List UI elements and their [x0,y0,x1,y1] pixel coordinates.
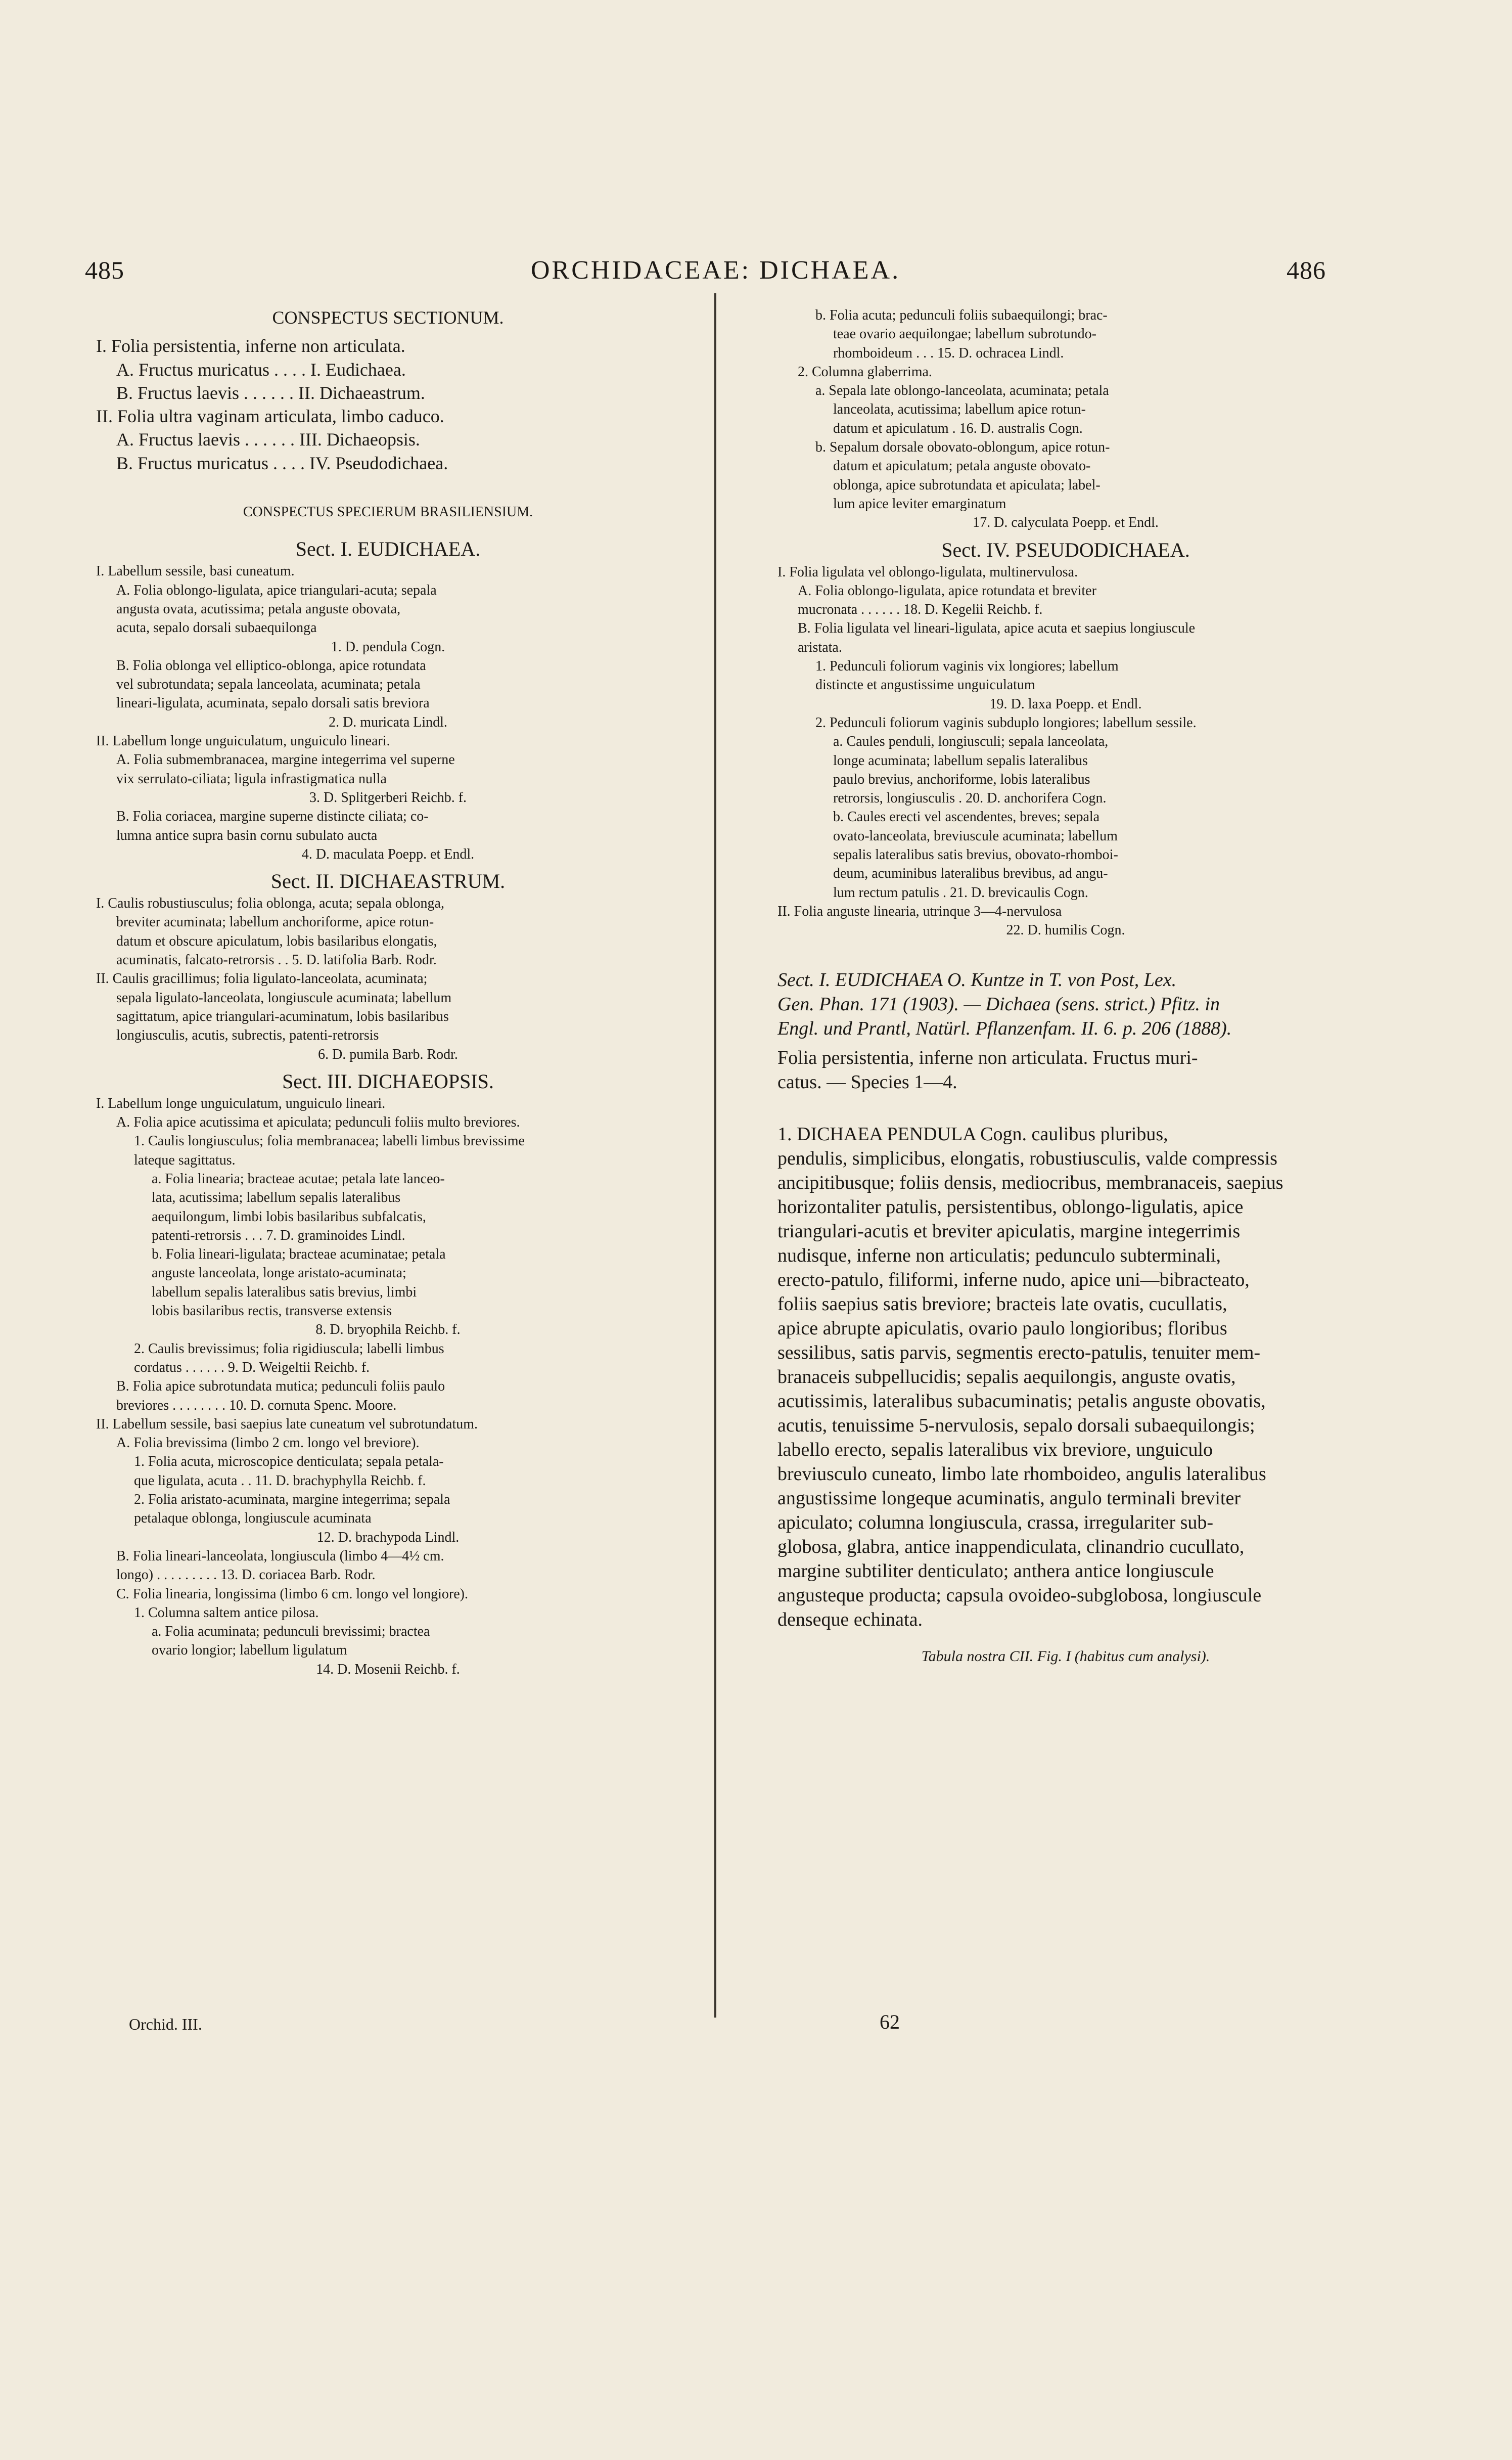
species-name: 19. D. laxa Poepp. et Endl. [989,696,1142,712]
sect2-heading: Sect. II. DICHAEASTRUM. [270,870,506,893]
species-description-line: branaceis subpellucidis; sepalis aequilongis, anguste ovatis, [777,1366,1236,1388]
key-line: b. Folia acuta; pedunculi foliis subaequilongi; brac- [815,307,1108,323]
page-number-left: 485 [85,256,124,284]
species-description-line: angusteque producta; capsula ovoideo-subglobosa, longiuscule [777,1584,1262,1606]
key-line: lanceolata, acutissima; labellum apice rotun- [833,401,1086,418]
key-line: I. Labellum sessile, basi cuneatum. [96,563,295,579]
key-line: A. Folia oblongo-ligulata, apice rotundata et breviter [798,583,1096,599]
key-line: II. Labellum longe unguiculatum, unguiculo lineari. [96,733,390,749]
key-line: b. Sepalum dorsale obovato-oblongum, apice rotun- [815,439,1110,456]
sectionum-line: B. Fructus muricatus . . . . IV. Pseudodichaea. [116,453,448,473]
sectionum-line: II. Folia ultra vaginam articulata, limbo caduco. [96,406,444,427]
species-description-line: margine subtiliter denticulato; anthera antice longiuscule [777,1560,1214,1582]
key-line: aristata. [798,639,842,655]
species-description-line: angustissime longeque acuminatis, angulo terminali breviter [777,1487,1241,1509]
key-line: distincte et angustissime unguiculatum [815,677,1035,693]
key-line: sagittatum, apice triangulari-acuminatum, lobis basilaribus [116,1008,449,1024]
key-line: A. Folia brevissima (limbo 2 cm. longo vel breviore). [116,1435,420,1451]
species-description-line: horizontaliter patulis, persistentibus, oblongo-ligulatis, apice [777,1196,1244,1218]
key-line: sepalis lateralibus satis brevius, obovato-rhomboi- [833,847,1118,863]
key-line: mucronata . . . . . . 18. D. Kegelii Reichb. f. [798,602,1043,618]
species-description-line: triangulari-acutis et breviter apiculatis, margine integerrimis [777,1220,1241,1242]
species-description-line: labello erecto, sepalis lateralibus vix breviore, unguiculo [777,1439,1213,1460]
key-line: paulo brevius, anchoriforme, lobis lateralibus [833,771,1090,787]
species-name: 12. D. brachypoda Lindl. [316,1529,460,1545]
column-divider [714,293,716,2018]
key-line: 1. Columna saltem antice pilosa. [134,1604,319,1621]
key-line: II. Caulis gracillimus; folia ligulato-lanceolata, acuminata; [96,971,428,987]
key-line: I. Caulis robustiusculus; folia oblonga, acuta; sepala oblonga, [96,896,444,912]
key-line: vel subrotundata; sepala lanceolata, acuminata; petala [116,677,421,693]
species-description-line: sessilibus, satis parvis, segmentis erecto-patulis, tenuiter mem- [777,1341,1261,1363]
sectionum-line: B. Fructus laevis . . . . . . II. Dichaeastrum. [116,382,425,403]
key-line: I. Folia ligulata vel oblongo-ligulata, multinervulosa. [777,564,1078,580]
species-description-line: globosa, glabra, antice inappendiculata, clinandrio cucullato, [777,1536,1245,1557]
key-line: rhomboideum . . . 15. D. ochracea Lindl. [833,345,1064,361]
conspectus-specierum-title: CONSPECTUS SPECIERUM BRASILIENSIUM. [243,504,533,520]
species-description-line: erecto-patulo, filiformi, inferne nudo, apice uni—bibracteato, [777,1269,1250,1290]
sect3-heading: Sect. III. DICHAEOPSIS. [282,1069,494,1093]
right-column [777,306,1354,1666]
key-line: b. Folia lineari-ligulata; bracteae acuminatae; petala [152,1246,446,1263]
key-line: breviores . . . . . . . . 10. D. cornuta Spenc. Moore. [116,1397,397,1413]
key-line: acuminatis, falcato-retrorsis . . 5. D. latifolia Barb. Rodr. [116,952,437,968]
species-description-line: acutissimis, lateralibus subacuminatis; petalis anguste obovatis, [777,1390,1266,1412]
species-description-line: 1. DICHAEA PENDULA Cogn. caulibus pluribus, [777,1123,1168,1145]
key-line: datum et apiculatum . 16. D. australis Cogn. [833,420,1083,436]
key-line: 1. Caulis longiusculus; folia membranacea; labelli limbus brevissime [134,1133,525,1149]
key-line: lumna antice supra basin cornu subulato aucta [116,827,378,843]
key-line: longiusculis, acutis, subrectis, patenti-retrorsis [116,1027,379,1044]
key-line: B. Folia apice subrotundata mutica; pedunculi foliis paulo [116,1378,445,1395]
key-line: aequilongum, limbi lobis basilaribus subfalcatis, [152,1209,426,1225]
species-name: 6. D. pumila Barb. Rodr. [318,1046,458,1062]
key-line: I. Labellum longe unguiculatum, unguiculo lineari. [96,1095,386,1111]
key-line: a. Folia acuminata; pedunculi brevissimi; bractea [152,1624,430,1640]
key-line: deum, acuminibus lateralibus brevibus, ad angu- [833,866,1108,882]
species-description-line: foliis saepius satis breviore; bracteis late ovatis, cucullatis, [777,1293,1227,1315]
sect4-heading: Sect. IV. PSEUDODICHAEA. [941,538,1190,561]
species-name: 2. D. muricata Lindl. [329,714,447,730]
key-line: lateque sagittatus. [134,1152,236,1168]
key-line: 1. Pedunculi foliorum vaginis vix longiores; labellum [815,658,1119,675]
section-description: catus. — Species 1—4. [777,1071,957,1093]
section-description: Folia persistentia, inferne non articulata. Fructus muri- [777,1047,1198,1068]
species-description-line: ancipitibusque; foliis densis, mediocribus, membranaceis, saepius [777,1172,1284,1193]
species-name: 3. D. Splitgerberi Reichb. f. [309,789,467,806]
species-name: 8. D. bryophila Reichb. f. [315,1322,461,1338]
key-line: breviter acuminata; labellum anchoriforme, apice rotun- [116,914,434,930]
species-description-line: denseque echinata. [777,1608,923,1630]
key-line: B. Folia coriacea, margine superne distincte ciliata; co- [116,809,429,825]
key-line: datum et obscure apiculatum, lobis basilaribus elongatis, [116,933,437,949]
species-description-line: nudisque, inferne non articulatis; pedunculo subterminali, [777,1244,1221,1266]
species-description-line: apiculato; columna longiuscula, crassa, irregulariter sub- [777,1511,1214,1533]
species-name: 4. D. maculata Poepp. et Endl. [301,846,475,862]
species-name: 17. D. calyculata Poepp. et Endl. [973,515,1159,531]
running-title: ORCHIDACEAE: DICHAEA. [531,256,901,285]
species-description-line: acutis, tenuissime 5-nervulosis, sepalo dorsali subaequilongis; [777,1414,1255,1436]
key-line: II. Folia anguste linearia, utrinque 3—4-nervulosa [777,903,1062,919]
key-line: retrorsis, longiusculis . 20. D. anchorifera Cogn. [833,790,1107,807]
key-line: 2. Folia aristato-acuminata, margine integerrima; sepala [134,1492,450,1508]
key-line: acuta, sepalo dorsali subaequilonga [116,620,317,636]
conspectus-sectionum-title: CONSPECTUS SECTIONUM. [272,307,504,328]
species-description-line: apice abrupte apiculatis, ovario paulo longioribus; floribus [777,1317,1227,1339]
species-name: 22. D. humilis Cogn. [1006,922,1125,938]
key-line: a. Sepala late oblongo-lanceolata, acuminata; petala [815,383,1109,399]
key-line: teae ovario aequilongae; labellum subrotundo- [833,326,1096,342]
key-line: petalaque oblonga, longiuscule acuminata [134,1510,372,1527]
key-line: sepala ligulato-lanceolata, longiuscule acuminata; labellum [116,990,452,1006]
key-line: B. Folia ligulata vel lineari-ligulata, apice acuta et saepius longiuscule [798,620,1196,637]
sectionum-line: I. Folia persistentia, inferne non articulata. [96,336,405,356]
key-line: A. Folia submembranacea, margine integerrima vel superne [116,752,455,768]
key-line: A. Folia apice acutissima et apiculata; pedunculi foliis multo breviores. [116,1114,520,1131]
key-line: B. Folia lineari-lanceolata, longiuscula (limbo 4—4½ cm. [116,1548,444,1564]
key-line: labellum sepalis lateralibus satis brevius, limbi [152,1284,417,1300]
section-reference: Gen. Phan. 171 (1903). — Dichaea (sens. strict.) Pfitz. in [777,993,1220,1015]
left-column [96,306,680,1679]
species-name: 1. D. pendula Cogn. [331,639,445,655]
key-line: longo) . . . . . . . . . 13. D. coriacea Barb. Rodr. [116,1567,376,1583]
tabula-note: Tabula nostra CII. Fig. I (habitus cum analysi). [921,1647,1210,1665]
species-name: 14. D. Mosenii Reichb. f. [316,1661,460,1677]
footer-signature: Orchid. III. [129,2015,202,2033]
key-line: A. Folia oblongo-ligulata, apice triangulari-acuta; sepala [116,582,437,598]
sectionum-line: A. Fructus muricatus . . . . I. Eudichaea. [116,359,406,380]
key-line: angusta ovata, acutissima; petala anguste obovata, [116,601,401,617]
key-line: B. Folia oblonga vel elliptico-oblonga, apice rotundata [116,657,426,674]
key-line: 2. Pedunculi foliorum vaginis subduplo longiores; labellum sessile. [815,714,1197,731]
key-line: II. Labellum sessile, basi saepius late cuneatum vel subrotundatum. [96,1416,478,1432]
species-description-line: breviusculo cuneato, limbo late rhomboideo, angulis lateralibus [777,1463,1266,1485]
key-line: ovato-lanceolata, breviuscule acuminata; labellum [833,828,1118,844]
footer-page-number: 62 [880,2010,900,2033]
page-number-right: 486 [1287,256,1326,284]
sectionum-line: A. Fructus laevis . . . . . . III. Dichaeopsis. [116,429,420,450]
key-line: cordatus . . . . . . 9. D. Weigeltii Reichb. f. [134,1359,370,1375]
key-line: ovario longior; labellum ligulatum [152,1642,347,1659]
key-line: a. Caules penduli, longiusculi; sepala lanceolata, [833,734,1109,750]
key-line: que ligulata, acuta . . 11. D. brachyphylla Reichb. f. [134,1472,426,1489]
key-line: oblonga, apice subrotundata et apiculata; label- [833,477,1101,493]
key-line: patenti-retrorsis . . . 7. D. graminoides Lindl. [152,1227,405,1243]
key-line: 2. Caulis brevissimus; folia rigidiuscula; labelli limbus [134,1340,444,1357]
key-line: 1. Folia acuta, microscopice denticulata; sepala petala- [134,1454,444,1470]
key-line: lum rectum patulis . 21. D. brevicaulis Cogn. [833,884,1088,901]
key-line: lobis basilaribus rectis, transverse extensis [152,1303,392,1319]
key-line: 2. Columna glaberrima. [798,364,932,380]
key-line: datum et apiculatum; petala anguste obovato- [833,458,1091,474]
key-line: anguste lanceolata, longe aristato-acuminata; [152,1265,406,1281]
key-line: longe acuminata; labellum sepalis lateralibus [833,752,1088,769]
species-description-line: pendulis, simplicibus, elongatis, robustiusculis, valde compressis [777,1147,1277,1169]
key-line: lata, acutissima; labellum sepalis lateralibus [152,1190,401,1206]
key-line: b. Caules erecti vel ascendentes, breves; sepala [833,809,1100,825]
key-line: vix serrulato-ciliata; ligula infrastigmatica nulla [116,771,387,787]
key-line: a. Folia linearia; bracteae acutae; petala late lanceo- [152,1171,445,1187]
section-reference: Engl. und Prantl, Natürl. Pflanzenfam. II. 6. p. 206 (1888). [777,1017,1232,1039]
sect1-heading: Sect. I. EUDICHAEA. [295,538,481,561]
section-reference: Sect. I. EUDICHAEA O. Kuntze in T. von Post, Lex. [777,969,1177,991]
key-line: lineari-ligulata, acuminata, sepalo dorsali satis breviora [116,695,430,711]
key-line: lum apice leviter emarginatum [833,496,1006,512]
key-line: C. Folia linearia, longissima (limbo 6 cm. longo vel longiore). [116,1586,469,1602]
